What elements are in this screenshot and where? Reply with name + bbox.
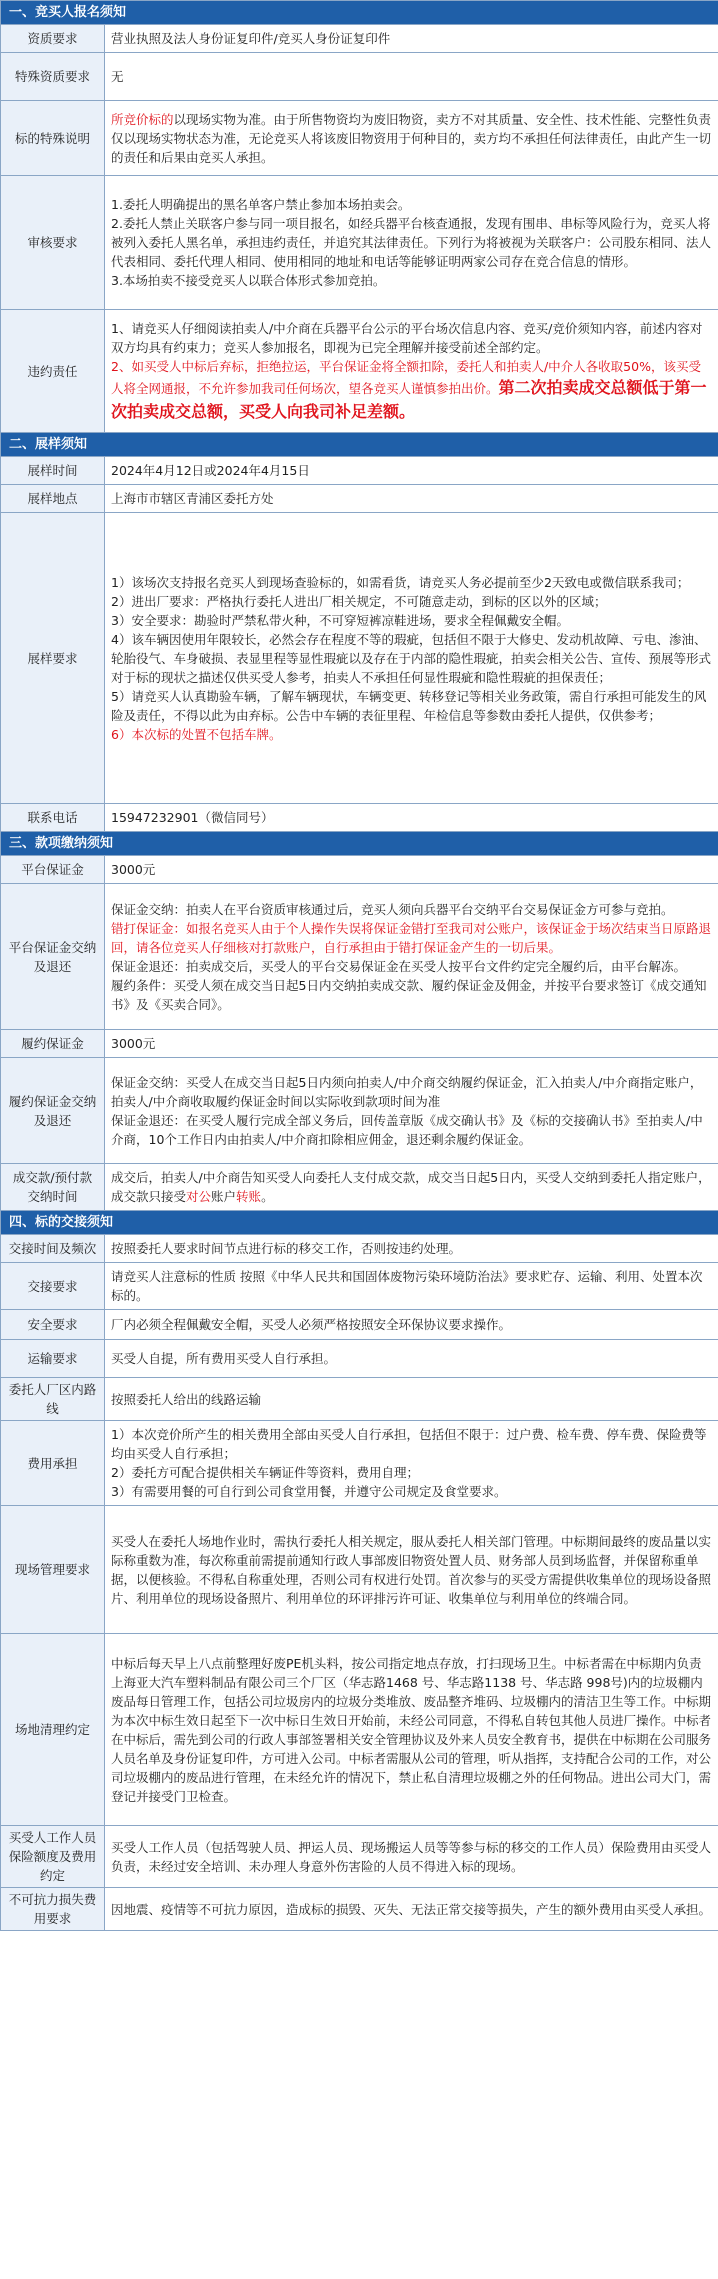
value-text: 1）本次竞价所产生的相关费用全部由买受人自行承担，包括但不限于：过户费、检车费、停车费、保险费等均由买受人自行承担； <box>111 1427 707 1461</box>
row-label: 审核要求 <box>1 176 105 310</box>
value-text: 1.委托人明确提出的黑名单客户禁止参加本场拍卖会。 <box>111 197 411 212</box>
row-label: 履约保证金交纳及退还 <box>1 1058 105 1164</box>
value-text: 1、请竞买人仔细阅读拍卖人/中介商在兵器平台公示的平台场次信息内容、竞买/竞价须知内容，前述内容对双方均具有约束力；竞买人参加报名，即视为已完全理解并接受前述全部约定。 <box>111 320 703 355</box>
value-text: 3000元 <box>111 1036 156 1051</box>
value-line <box>111 1315 712 1334</box>
row-value <box>105 1634 718 1826</box>
row-label: 资质要求 <box>1 25 105 53</box>
value-line <box>111 725 712 744</box>
section-header-row <box>1 433 718 457</box>
table-row <box>1 310 718 433</box>
row-value <box>105 101 718 176</box>
value-text: 中标后每天早上八点前整理好废PE机头料，按公司指定地点存放，打扫现场卫生。中标者需在中标期内负责上海亚大汽车塑料制品有限公司三个厂区（华志路1468 号、华志路1138 号、华志路 998号)内的垃圾棚内废品每日管理工作，包括公司垃圾房内的垃圾分类堆放、废品整齐堆码、垃圾棚内的清洁卫生等工作。中标期为本次中标生效日起至下一次中标日生效日开始前，未经公司同意，不得私自转包其他人员进厂操作。中标者在中标后，需先到公司的行政人事部签署相关安全管理协议及外来人员安全教育书，提供在中标期在公司服务人员名单及身份证复印件，方可进入公司。中标者需服从公司的管理，听从指挥，支持配合公司的工作，对公司垃圾棚内的废品进行管理，在未经允许的情况下，禁止私自清理垃圾棚之外的任何物品。进出公司大门，需登记并接受门卫检查。 <box>111 1655 712 1804</box>
value-text: 2024年4月12日或2024年4月15日 <box>111 463 310 478</box>
value-text: 买受人工作人员（包括驾驶人员、押运人员、现场搬运人员等等参与标的移交的工作人员）保险费用由买受人负责，未经过安全培训、未办理人身意外伤害险的人员不得进入标的现场。 <box>111 1839 712 1874</box>
row-label: 标的特殊说明 <box>1 101 105 176</box>
table-row <box>1 101 718 176</box>
value-line <box>111 1034 712 1053</box>
row-label: 买受人工作人员保险额度及费用约定 <box>1 1826 105 1888</box>
table-row <box>1 1378 718 1421</box>
value-line <box>111 461 712 480</box>
table-row <box>1 804 718 832</box>
row-value <box>105 1235 718 1263</box>
table-row <box>1 485 718 513</box>
row-label: 不可抗力损失费用要求 <box>1 1888 105 1931</box>
row-label: 展样地点 <box>1 485 105 513</box>
highlight-text: 2、如买受人中标后弃标，拒绝拉运，平台保证金将全额扣除，委托人和拍卖人/中介人各收取50%，该买受人将全网通报，不允许参加我司任何场次，望各竞买人谨慎参拍出价。 <box>111 358 701 396</box>
row-value <box>105 1164 718 1211</box>
value-text: 以现场实物为准。由于所售物资均为废旧物资，卖方不对其质量、安全性、技术性能、完整性负责仅以现场实物状态为准，无论竞买人将该废旧物资用于何种目的，卖方均不承担任何法律责任，由此产生一切的责任和后果由竞买人承担。 <box>111 111 712 165</box>
value-line <box>111 1463 712 1482</box>
value-line <box>111 687 712 725</box>
table-row <box>1 25 718 53</box>
row-label: 平台保证金 <box>1 856 105 884</box>
row-value <box>105 1378 718 1421</box>
value-line <box>111 1349 712 1368</box>
table-row <box>1 1263 718 1310</box>
value-text: 3.本场拍卖不接受竞买人以联合体形式参加竞拍。 <box>111 273 386 288</box>
value-text: 因地震、疫情等不可抗力原因，造成标的损毁、灭失、无法正常交接等损失，产生的额外费用由买受人承担。 <box>111 1901 712 1917</box>
table-row <box>1 856 718 884</box>
row-value <box>105 25 718 53</box>
table-row <box>1 1421 718 1506</box>
value-text: 2）进出厂要求：严格执行委托人进出厂相关规定，不可随意走动，到标的区以外的区域； <box>111 593 607 609</box>
value-line <box>111 67 712 86</box>
row-value <box>105 856 718 884</box>
value-text: 成交后，拍卖人/中介商告知买受人向委托人支付成交款，成交当日起5日内，买受人交纳到委托人指定账户，成交款只接受 <box>111 1170 711 1204</box>
row-label: 联系电话 <box>1 804 105 832</box>
row-value <box>105 53 718 101</box>
section-title: 二、展样须知 <box>1 433 718 457</box>
table-row <box>1 457 718 485</box>
value-line <box>111 1073 712 1111</box>
row-value <box>105 1421 718 1506</box>
value-text: 请竞买人注意标的性质 按照《中华人民共和国固体废物污染环境防治法》要求贮存、运输、利用、处置本次标的。 <box>111 1269 703 1303</box>
value-line <box>111 357 712 424</box>
table-row <box>1 1506 718 1634</box>
value-line <box>111 1838 712 1876</box>
section-header-row <box>1 832 718 856</box>
row-label: 运输要求 <box>1 1340 105 1378</box>
value-text: 上海市市辖区青浦区委托方处 <box>111 491 274 506</box>
highlight-text: 第二次拍卖成交总额低于第一次拍卖成交总额，买受人向我司补足差额。 <box>111 377 707 421</box>
row-value <box>105 1340 718 1378</box>
highlight-text: 所竞价标的 <box>111 111 174 127</box>
value-line <box>111 1168 712 1206</box>
value-line <box>111 29 712 48</box>
value-line <box>111 110 712 167</box>
section-title: 三、款项缴纳须知 <box>1 832 718 856</box>
value-line <box>111 271 712 290</box>
highlight-text: 错打保证金：如报名竞买人由于个人操作失误将保证金错打至我司对公账户，该保证金于场次结束当日原路退回，请各位竞买人仔细核对打款账户，自行承担由于错打保证金产生的一切后果。 <box>111 920 712 955</box>
value-line <box>111 919 712 957</box>
value-text: 3）安全要求：勘验时严禁私带火种，不可穿短裤凉鞋进场，要求全程佩戴安全帽。 <box>111 612 569 628</box>
value-text: 按照委托人给出的线路运输 <box>111 1391 262 1407</box>
row-label: 展样要求 <box>1 513 105 804</box>
row-label: 费用承担 <box>1 1421 105 1506</box>
row-label: 平台保证金交纳及退还 <box>1 884 105 1030</box>
row-label: 现场管理要求 <box>1 1506 105 1634</box>
table-row <box>1 1058 718 1164</box>
value-line <box>111 195 712 214</box>
value-line <box>111 611 712 630</box>
table-row <box>1 53 718 101</box>
row-value <box>105 804 718 832</box>
value-text: 3）有需要用餐的可自行到公司食堂用餐，并遵守公司规定及食堂要求。 <box>111 1484 507 1499</box>
row-value <box>105 1058 718 1164</box>
row-value <box>105 1310 718 1340</box>
value-line <box>111 319 712 357</box>
row-value <box>105 1826 718 1888</box>
table-row <box>1 1826 718 1888</box>
value-line <box>111 1425 712 1463</box>
row-value <box>105 1030 718 1058</box>
value-line <box>111 573 712 592</box>
highlight-text: 6）本次标的处置不包括车牌。 <box>111 726 282 742</box>
value-line <box>111 1390 712 1409</box>
value-line <box>111 214 712 271</box>
value-text: 买受人自提，所有费用买受人自行承担。 <box>111 1351 337 1366</box>
value-line <box>111 1239 712 1258</box>
value-text: 保证金交纳：买受人在成交当日起5日内须向拍卖人/中介商交纳履约保证金，汇入拍卖人/中介商指定账户，拍卖人/中介商收取履约保证金时间以实际收到款项时间为准 <box>111 1074 703 1109</box>
row-value <box>105 457 718 485</box>
row-label: 履约保证金 <box>1 1030 105 1058</box>
value-text: 履约条件：买受人须在成交当日起5日内交纳拍卖成交款、履约保证金及佣金，并按平台要求签订《成交通知书》及《买卖合同》。 <box>111 977 707 1012</box>
row-value <box>105 1888 718 1931</box>
value-text: 厂内必须全程佩戴安全帽，买受人必须严格按照安全环保协议要求操作。 <box>111 1317 512 1332</box>
row-label: 成交款/预付款交纳时间 <box>1 1164 105 1211</box>
table-row <box>1 1164 718 1211</box>
value-text: 15947232901（微信同号） <box>111 810 274 825</box>
value-text: 营业执照及法人身份证复印件/竞买人身份证复印件 <box>111 31 391 46</box>
value-text: 。 <box>261 1189 274 1204</box>
value-text: 3000元 <box>111 862 156 877</box>
row-value <box>105 1506 718 1634</box>
table-row <box>1 1310 718 1340</box>
row-label: 安全要求 <box>1 1310 105 1340</box>
value-text: 1）该场次支持报名竞买人到现场查验标的，如需看货，请竞买人务必提前至少2天致电或微信联系我司； <box>111 574 690 590</box>
section-title: 一、竞买人报名须知 <box>1 1 718 25</box>
table-row <box>1 176 718 310</box>
value-text: 5）请竞买人认真勘验车辆，了解车辆现状，车辆变更、转移登记等相关业务政策，需自行承担可能发生的风险及责任，不得以此为由弃标。公告中车辆的表征里程、年检信息等参数由委托人提供，仅供参考； <box>111 688 707 723</box>
table-row <box>1 513 718 804</box>
value-text: 无 <box>111 69 124 84</box>
table-row <box>1 1634 718 1826</box>
value-text: 账户 <box>211 1189 237 1204</box>
value-line <box>111 630 712 687</box>
row-label: 场地清理约定 <box>1 1634 105 1826</box>
section-title: 四、标的交接须知 <box>1 1211 718 1235</box>
value-line <box>111 489 712 508</box>
value-text: 保证金退还：拍卖成交后，买受人的平台交易保证金在买受人按平台文件约定完全履约后，由平台解冻。 <box>111 958 687 974</box>
row-label: 展样时间 <box>1 457 105 485</box>
value-line <box>111 1900 712 1919</box>
value-line <box>111 860 712 879</box>
row-label: 交接要求 <box>1 1263 105 1310</box>
section-header-row <box>1 1 718 25</box>
value-line <box>111 1111 712 1149</box>
value-text: 按照委托人要求时间节点进行标的移交工作，否则按违约处理。 <box>111 1241 462 1256</box>
value-text: 4）该车辆因使用年限较长，必然会存在程度不等的瑕疵，包括但不限于大修史、发动机故障、亏电、渗油、轮胎役气、车身破损、表显里程等显性瑕疵以及存在于内部的隐性瑕疵，拍卖会相关公告、宣传、预展等形式对于标的现状之描述仅供买受人参考，拍卖人不承担任何显性瑕疵和隐性瑕疵的担保责任； <box>111 631 712 685</box>
value-text: 保证金交纳：拍卖人在平台资质审核通过后，竞买人须向兵器平台交纳平台交易保证金方可参与竞拍。 <box>111 901 674 917</box>
table-row <box>1 884 718 1030</box>
row-label: 特殊资质要求 <box>1 53 105 101</box>
value-line <box>111 900 712 919</box>
value-text: 2.委托人禁止关联客户参与同一项目报名，如经兵器平台核查通报，发现有围串、串标等风险行为，竞买人将被列入委托人黑名单，承担违约责任，并追究其法律责任。下列行为将被视为关联客户：公司股东相同、法人代表相同、委托代理人相同、使用相同的地址和电话等能够证明两家公司存在竞合信息的情形。 <box>111 216 712 269</box>
row-label: 委托人厂区内路线 <box>1 1378 105 1421</box>
row-label: 交接时间及频次 <box>1 1235 105 1263</box>
value-line <box>111 1654 712 1806</box>
table-row <box>1 1030 718 1058</box>
value-line <box>111 808 712 827</box>
value-line <box>111 1532 712 1608</box>
section-header-row <box>1 1211 718 1235</box>
row-value <box>105 513 718 804</box>
value-line <box>111 976 712 1014</box>
value-line <box>111 1482 712 1501</box>
value-line <box>111 957 712 976</box>
row-value <box>105 1263 718 1310</box>
table-row <box>1 1235 718 1263</box>
row-value <box>105 884 718 1030</box>
highlight-text: 对公 <box>186 1189 212 1204</box>
value-text: 保证金退还：在买受人履行完成全部义务后，回传盖章版《成交确认书》及《标的交接确认书》至拍卖人/中介商，10个工作日内由拍卖人/中介商扣除相应佣金，退还剩余履约保证金。 <box>111 1112 703 1147</box>
value-text: 2）委托方可配合提供相关车辆证件等资料，费用自理； <box>111 1465 419 1480</box>
row-label: 违约责任 <box>1 310 105 433</box>
highlight-text: 转账 <box>236 1189 262 1204</box>
row-value <box>105 176 718 310</box>
value-line <box>111 1267 712 1305</box>
table-row <box>1 1888 718 1931</box>
row-value <box>105 485 718 513</box>
value-line <box>111 592 712 611</box>
value-text: 买受人在委托人场地作业时，需执行委托人相关规定，服从委托人相关部门管理。中标期间最终的废品量以实际称重数为准，每次称重前需提前通知行政人事部废旧物资处置人员、财务部人员到场监督，并保留称重单据，以便核验。不得私自称重处理，否则公司有权进行处罚。首次参与的买受方需提供收集单位的现场设备照片、利用单位的现场设备照片、利用单位的环评排污许可证、收集单位与利用单位的终端合同。 <box>111 1533 712 1606</box>
row-value <box>105 310 718 433</box>
table-row <box>1 1340 718 1378</box>
